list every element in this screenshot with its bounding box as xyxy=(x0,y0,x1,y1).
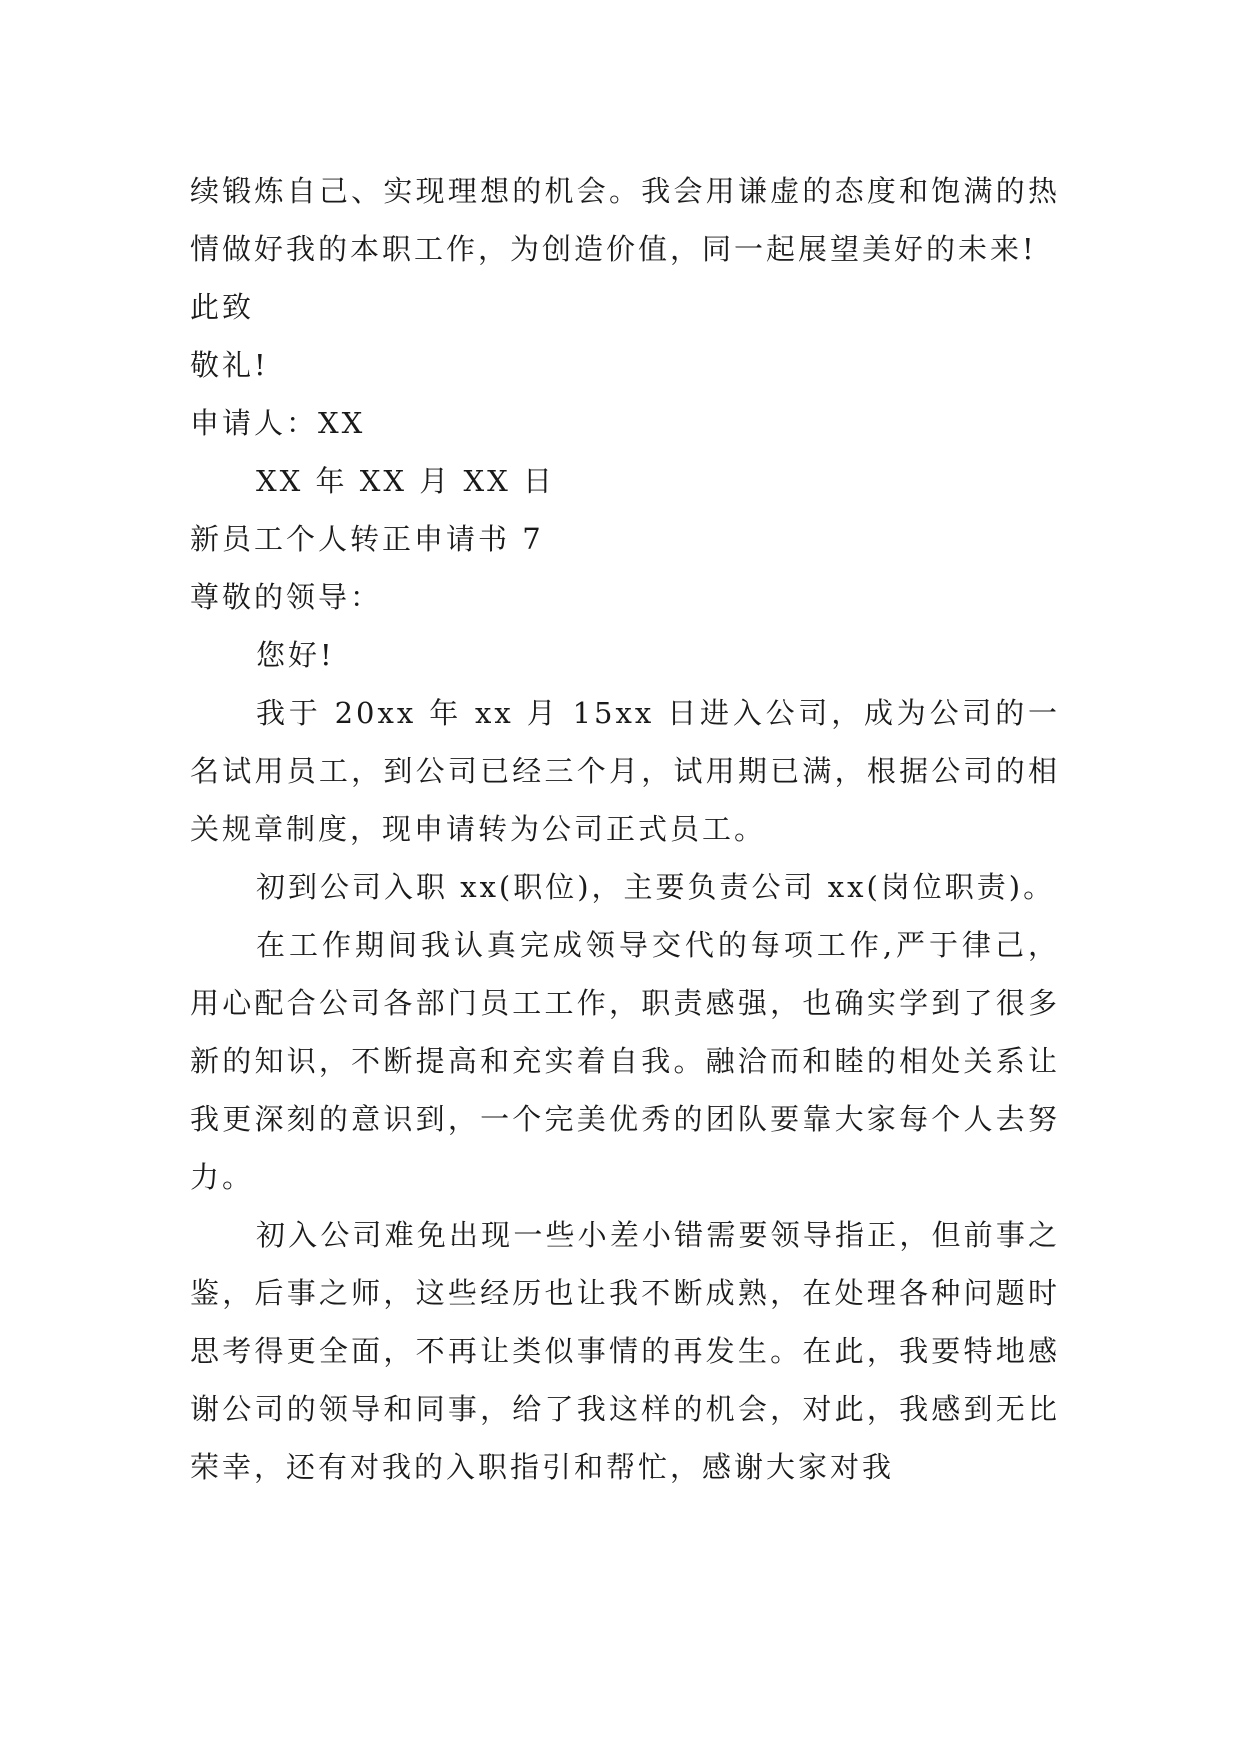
body-paragraph-work: 在工作期间我认真完成领导交代的每项工作,严于律己，用心配合公司各部门员工工作，职责感强，也确实学到了很多新的知识，不断提高和充实着自我。融洽而和睦的相处关系让我更深刻的意识到，一个完美优秀的团队要靠大家每个人去努力。 xyxy=(190,928,1060,1194)
closing-paragraph: 续锻炼自己、实现理想的机会。我会用谦虚的态度和饱满的热情做好我的本职工作，为创造价值，同一起展望美好的未来! xyxy=(190,174,1060,266)
greeting-hello: 您好! xyxy=(256,638,335,672)
applicant-name: 申请人：XX xyxy=(190,406,366,440)
body-paragraph-intro: 我于 20xx 年 xx 月 15xx 日进入公司，成为公司的一名试用员工，到公司已经三个月，试用期已满，根据公司的相关规章制度，现申请转为公司正式员工。 xyxy=(190,696,1060,846)
section-title: 新员工个人转正申请书 7 xyxy=(190,522,544,556)
body-paragraph-thanks: 初入公司难免出现一些小差小错需要领导指正，但前事之鉴，后事之师，这些经历也让我不断成熟，在处理各种问题时思考得更全面，不再让类似事情的再发生。在此，我要特地感谢公司的领导和同事，给了我这样的机会，对此，我感到无比荣幸，还有对我的入职指引和帮忙，感谢大家对我 xyxy=(190,1218,1060,1484)
document-body xyxy=(190,162,1060,1496)
body-paragraph-role: 初到公司入职 xx(职位)，主要负责公司 xx(岗位职责)。 xyxy=(256,870,1056,904)
salutation-closing: 此致 xyxy=(190,290,255,324)
greeting-recipient: 尊敬的领导： xyxy=(190,580,383,614)
application-date: XX 年 XX 月 XX 日 xyxy=(256,464,555,498)
salutation-respect: 敬礼! xyxy=(190,348,269,382)
